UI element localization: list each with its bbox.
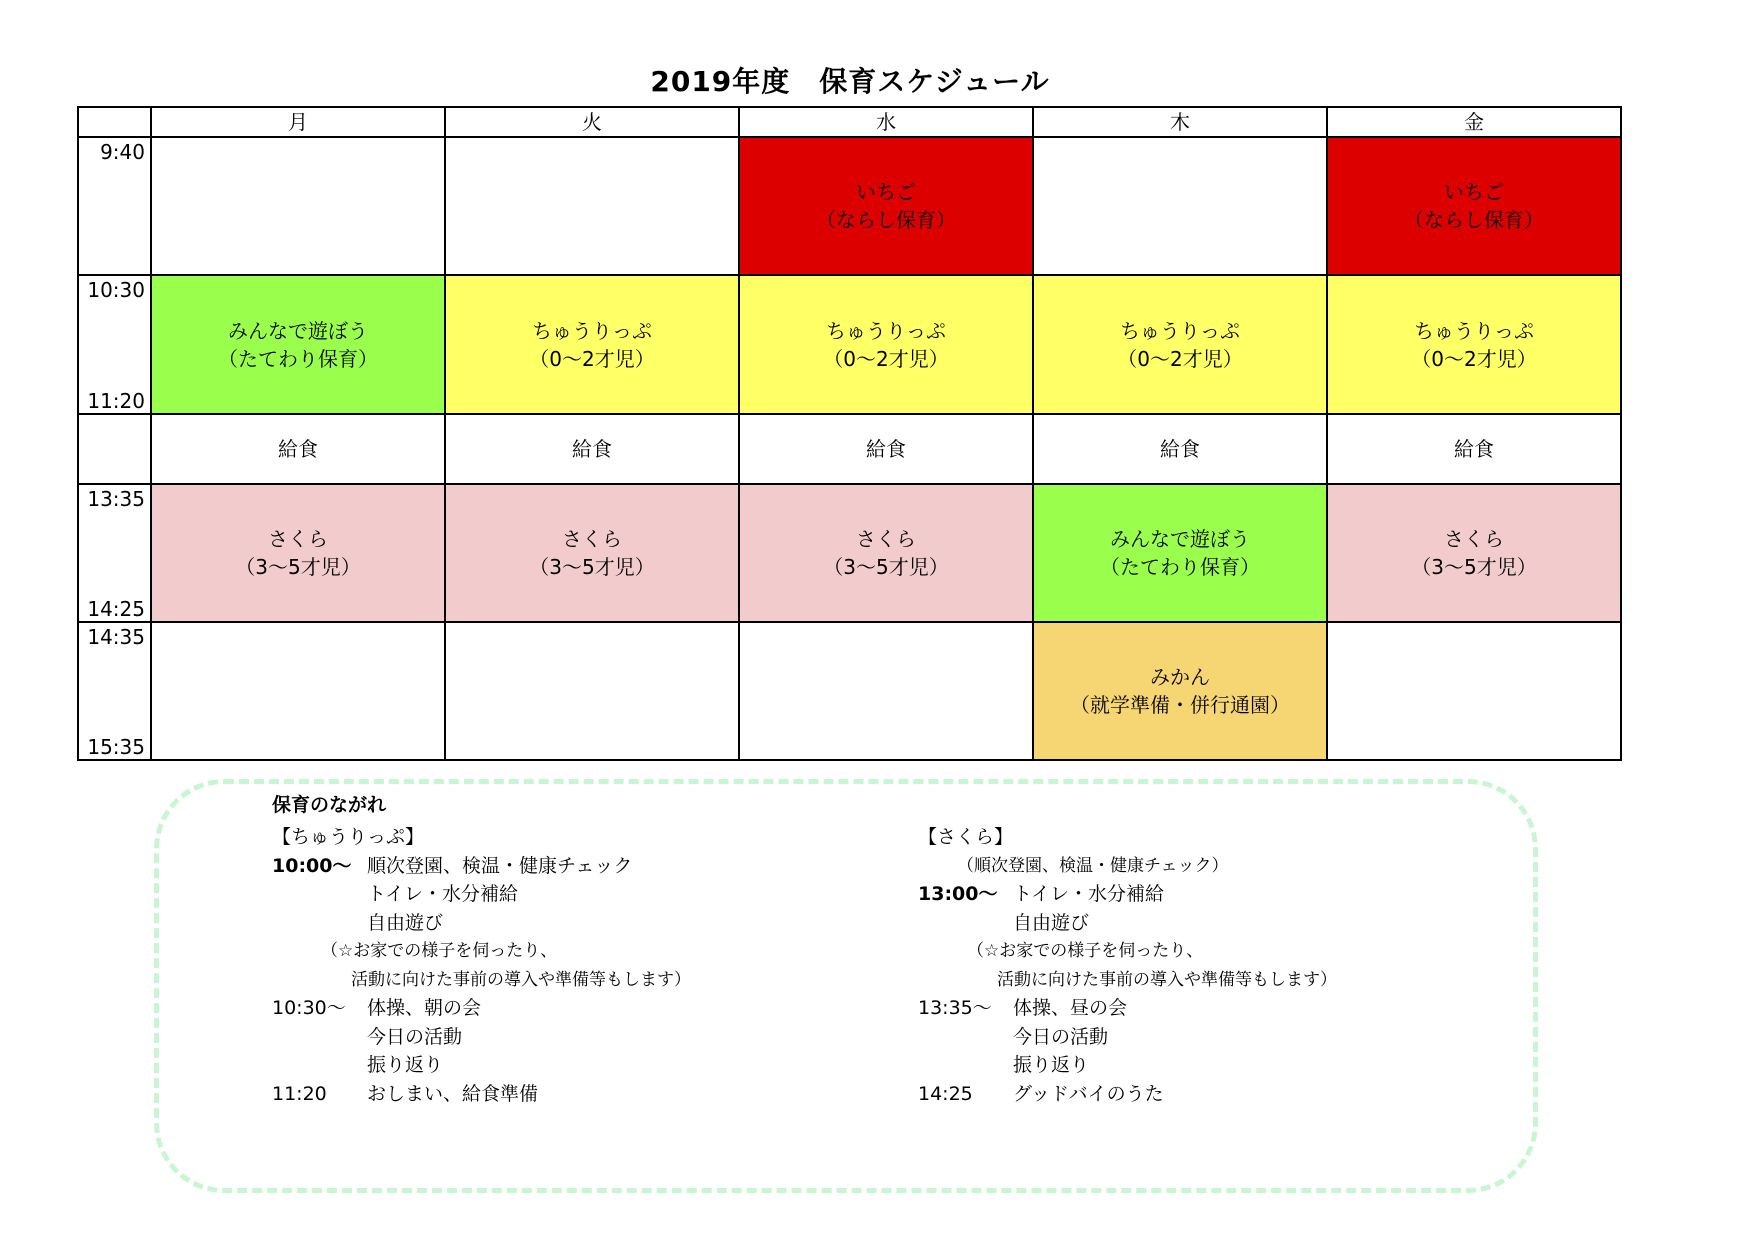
flow-text: 体操、朝の会 [367, 997, 482, 1019]
activity-cell [1033, 414, 1327, 484]
activity-cell [1033, 484, 1327, 622]
activity-cell [445, 414, 739, 484]
activity-cell [739, 484, 1033, 622]
activity-cell [739, 622, 1033, 760]
flow-line [272, 994, 482, 1023]
activity-cell [739, 137, 1033, 275]
flow-line [918, 937, 1204, 966]
activity-name: 給食 [1160, 437, 1200, 461]
flow-line [918, 1080, 1164, 1109]
flow-time: 10:00～ [272, 854, 352, 877]
header-row [78, 107, 1621, 137]
activity-name: 給食 [866, 437, 906, 461]
schedule-table [77, 106, 1622, 761]
flow-text: （☆お家での様子を伺ったり、 [967, 941, 1204, 961]
time-start: 13:35 [87, 487, 145, 511]
activity-cell [151, 622, 445, 760]
activity-name: 給食 [278, 437, 318, 461]
activity-cell [739, 414, 1033, 484]
time-cell [78, 275, 151, 414]
flow-time: 14:25 [918, 1082, 973, 1105]
flow-text: トイレ・水分補給 [1013, 883, 1165, 905]
flow-line [918, 1051, 1090, 1080]
page-title: 2019年度 保育スケジュール [650, 65, 1050, 98]
activity-detail: （就学準備・併行通園） [1070, 693, 1290, 717]
schedule-row [78, 484, 1621, 622]
flow-line [272, 1080, 539, 1109]
flow-heading: 保育のながれ [272, 794, 387, 816]
flow-line [918, 852, 1229, 881]
flow-line [272, 909, 444, 938]
flow-line [272, 1023, 463, 1052]
activity-detail: （0～2才児） [529, 346, 655, 371]
flow-time: 10:30～ [272, 997, 346, 1019]
time-end: 15:35 [87, 735, 145, 759]
flow-line [918, 966, 1337, 995]
flow-line [272, 880, 519, 909]
flow-text: （順次登園、検温・健康チェック） [957, 855, 1229, 876]
flow-text: グッドバイのうた [1013, 1082, 1164, 1105]
day-header: 木 [1033, 107, 1327, 137]
flow-line [918, 994, 1128, 1023]
flow-group-title: 【ちゅうりっぷ】 [272, 826, 425, 848]
activity-name: 給食 [572, 437, 612, 461]
day-header: 水 [739, 107, 1033, 137]
time-start: 10:30 [87, 278, 145, 302]
flow-line [918, 909, 1090, 938]
activity-name: みんなで遊ぼう [228, 318, 368, 343]
activity-cell [1327, 622, 1621, 760]
flow-time: 13:00～ [918, 883, 998, 905]
flow-time: 11:20 [272, 1082, 327, 1105]
activity-detail: （0～2才児） [1411, 346, 1537, 371]
activity-detail: （0～2才児） [823, 346, 949, 371]
activity-detail: （0～2才児） [1117, 346, 1243, 371]
activity-cell [445, 622, 739, 760]
flow-text: トイレ・水分補給 [367, 883, 519, 905]
activity-cell [445, 137, 739, 275]
activity-detail: （3～5才児） [823, 555, 949, 579]
time-cell [78, 137, 151, 275]
flow-line [918, 880, 1165, 909]
activity-cell [1033, 622, 1327, 760]
day-header: 月 [151, 107, 445, 137]
activity-cell [151, 484, 445, 622]
activity-detail: （3～5才児） [529, 555, 655, 579]
activity-cell [1033, 275, 1327, 414]
flow-left-column [272, 791, 691, 1108]
time-cell [78, 414, 151, 484]
activity-cell [445, 484, 739, 622]
activity-name: ちゅうりっぷ [826, 318, 946, 343]
day-header: 金 [1327, 107, 1621, 137]
activity-cell [445, 275, 739, 414]
activity-name: さくら [856, 527, 916, 551]
time-end: 14:25 [87, 597, 145, 621]
activity-detail: （ならし保育） [816, 208, 956, 232]
flow-group-title: 【さくら】 [918, 826, 1014, 848]
activity-name: ちゅうりっぷ [1414, 318, 1534, 343]
flow-line [918, 1023, 1109, 1052]
flow-text: 順次登園、検温・健康チェック [367, 854, 633, 877]
activity-cell [151, 275, 445, 414]
activity-name: ちゅうりっぷ [532, 318, 652, 343]
flow-text: おしまい、給食準備 [367, 1082, 539, 1105]
activity-cell [151, 137, 445, 275]
schedule-row [78, 622, 1621, 760]
flow-text: 今日の活動 [367, 1025, 463, 1048]
activity-detail: （たてわり保育） [1100, 555, 1260, 579]
time-cell [78, 622, 151, 760]
flow-right-column [918, 823, 1337, 1108]
activity-name: 給食 [1454, 437, 1494, 461]
activity-detail: （3～5才児） [1411, 555, 1537, 579]
flow-time: 13:35～ [918, 997, 992, 1019]
schedule-row [78, 414, 1621, 484]
flow-text: 振り返り [367, 1054, 444, 1076]
flow-text: 振り返り [1013, 1054, 1090, 1076]
activity-cell [151, 414, 445, 484]
activity-name: さくら [1444, 527, 1504, 551]
activity-cell [1327, 275, 1621, 414]
activity-name: みかん [1150, 665, 1210, 689]
activity-name: ちゅうりっぷ [1120, 318, 1240, 343]
corner-cell [78, 107, 151, 137]
activity-cell [1033, 137, 1327, 275]
flow-text: 自由遊び [1013, 911, 1090, 934]
activity-detail: （ならし保育） [1404, 208, 1544, 232]
time-cell [78, 484, 151, 622]
schedule-row [78, 137, 1621, 275]
activity-cell [1327, 137, 1621, 275]
flow-text: （☆お家での様子を伺ったり、 [321, 941, 558, 961]
flow-line [272, 1051, 444, 1080]
flow-text: 活動に向けた事前の導入や準備等もします） [997, 969, 1337, 990]
activity-name: いちご [1444, 180, 1504, 204]
time-start: 9:40 [100, 140, 145, 164]
flow-text: 自由遊び [367, 911, 444, 934]
schedule-row [78, 275, 1621, 414]
activity-cell [1327, 414, 1621, 484]
activity-detail: （3～5才児） [235, 555, 361, 579]
flow-line [272, 937, 558, 966]
activity-name: みんなで遊ぼう [1110, 527, 1250, 551]
time-end: 11:20 [87, 389, 145, 413]
activity-name: さくら [562, 527, 622, 551]
activity-cell [739, 275, 1033, 414]
time-start: 14:35 [87, 625, 145, 649]
flow-line [272, 966, 691, 995]
activity-detail: （たてわり保育） [218, 346, 378, 371]
activity-name: さくら [268, 527, 328, 551]
activity-cell [1327, 484, 1621, 622]
flow-text: 今日の活動 [1013, 1025, 1109, 1048]
flow-line [272, 852, 633, 881]
day-header: 火 [445, 107, 739, 137]
flow-text: 体操、昼の会 [1013, 997, 1128, 1019]
flow-text: 活動に向けた事前の導入や準備等もします） [351, 969, 691, 990]
activity-name: いちご [856, 180, 916, 204]
